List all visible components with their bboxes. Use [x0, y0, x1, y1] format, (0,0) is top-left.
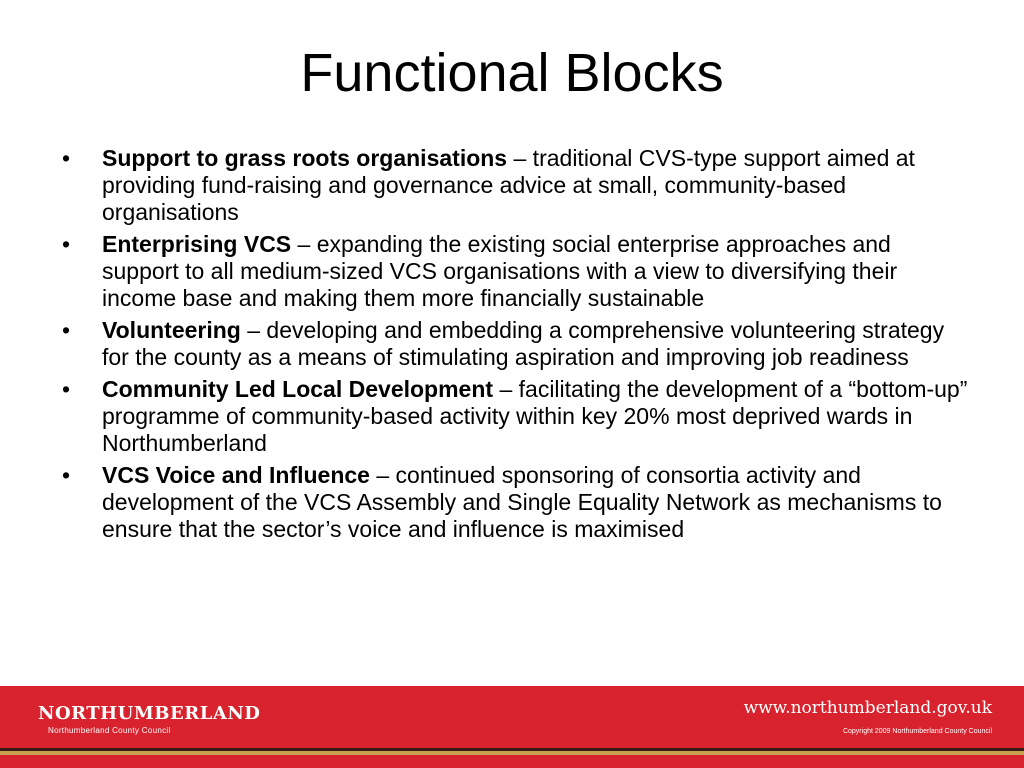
bullet-list	[62, 145, 972, 548]
bullet-item-volunteering	[62, 317, 972, 371]
bullet-icon: •	[62, 317, 71, 343]
bullet-heading: Support to grass roots organisations	[102, 145, 508, 171]
footer-bottom-strip	[0, 755, 1024, 768]
council-logo	[38, 703, 260, 737]
bullet-item-grass-roots	[62, 145, 972, 226]
footer-copyright: Copyright 2009 Northumberland County Council	[842, 728, 992, 735]
bullet-heading: VCS Voice and Influence	[102, 462, 370, 488]
bullet-icon: •	[62, 462, 71, 488]
bullet-text: – facilitating the development of a “bottom-up” programme of community-based activity within key 20% most deprived wards in Northumberland	[102, 376, 968, 456]
logo-subtitle: Northumberland County Council	[48, 726, 171, 735]
bullet-text: – continued sponsoring of consortia activity and development of the VCS Assembly and Single Equality Network as mechanisms to ensure that the sector’s voice and influence is maximised	[102, 462, 942, 542]
slide-title: Functional Blocks	[300, 43, 724, 103]
bullet-text: – developing and embedding a comprehensive volunteering strategy for the county as a means of stimulating aspiration and improving job readiness	[102, 317, 945, 370]
logo-name: NORTHUMBERLAND	[38, 703, 261, 724]
bullet-text: – traditional CVS-type support aimed at providing fund-raising and governance advice at small, community-based organisations	[102, 145, 915, 225]
bullet-heading: Enterprising VCS	[102, 231, 292, 257]
footer-url: www.northumberland.gov.uk	[743, 698, 992, 718]
bullet-text: – expanding the existing social enterprise approaches and support to all medium-sized VCS organisations with a view to diversifying their income base and making them more financially sustainable	[102, 231, 898, 311]
bullet-heading: Community Led Local Development	[102, 376, 494, 402]
bullet-icon: •	[62, 376, 71, 402]
bullet-item-community-led	[62, 376, 972, 457]
bullet-icon: •	[62, 231, 71, 257]
bullet-heading: Volunteering	[102, 317, 241, 343]
bullet-item-enterprising-vcs	[62, 231, 972, 312]
bullet-icon: •	[62, 145, 71, 171]
bullet-item-vcs-voice	[62, 462, 972, 543]
